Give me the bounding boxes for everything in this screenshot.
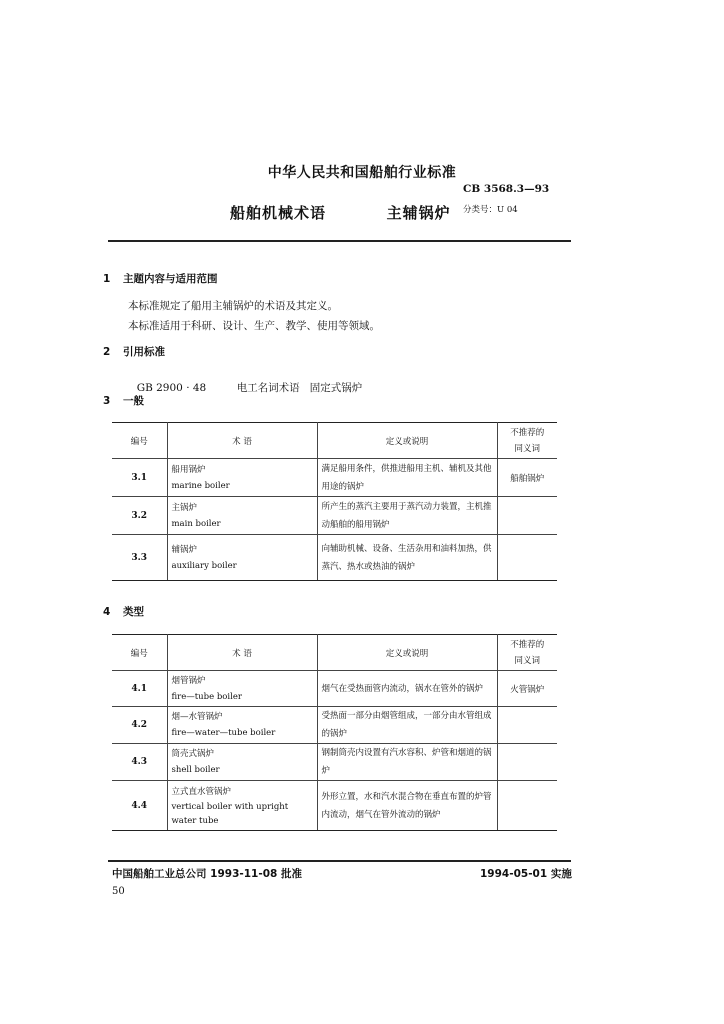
term-cell bbox=[167, 497, 317, 535]
header-rule bbox=[108, 240, 571, 242]
term-not-recommended bbox=[497, 707, 557, 744]
header-term: 术 语 bbox=[167, 635, 317, 671]
term-cell bbox=[167, 744, 317, 781]
classification-number: 分类号：U 04 bbox=[463, 205, 518, 215]
section-3-heading bbox=[103, 393, 144, 408]
table-row bbox=[112, 744, 557, 781]
term-number: 3.1 bbox=[112, 459, 167, 497]
page-number: 50 bbox=[112, 886, 125, 897]
term-chinese: 立式直水管锅炉 bbox=[171, 786, 232, 797]
table-header-row bbox=[112, 635, 557, 671]
term-cell bbox=[167, 459, 317, 497]
header-number: 编号 bbox=[112, 423, 167, 459]
term-not-recommended: 船舶锅炉 bbox=[497, 459, 557, 497]
implementation-date: 1994-05-01 实施 bbox=[480, 868, 572, 880]
term-number: 3.3 bbox=[112, 535, 167, 581]
term-cell bbox=[167, 707, 317, 744]
header-number: 编号 bbox=[112, 635, 167, 671]
term-chinese: 筒壳式锅炉 bbox=[171, 749, 215, 759]
term-english: auxiliary boiler bbox=[171, 560, 237, 571]
term-definition: 烟气在受热面管内流动，锅水在管外的锅炉 bbox=[317, 671, 497, 707]
table-row bbox=[112, 707, 557, 744]
term-english: fire—tube boiler bbox=[171, 691, 242, 702]
term-english: vertical boiler with upright water tube bbox=[171, 801, 289, 826]
section-title: 类型 bbox=[123, 606, 144, 618]
term-cell bbox=[167, 535, 317, 581]
term-cell bbox=[167, 671, 317, 707]
terms-table-types bbox=[112, 634, 557, 831]
section-number: 4 bbox=[103, 606, 111, 618]
section-number: 3 bbox=[103, 395, 111, 407]
term-number: 4.1 bbox=[112, 671, 167, 707]
term-definition: 所产生的蒸汽主要用于蒸汽动力装置，主机推动船舶的船用锅炉 bbox=[317, 497, 497, 535]
term-english: marine boiler bbox=[171, 480, 230, 491]
section-4-heading bbox=[103, 604, 144, 619]
header-term: 术 语 bbox=[167, 423, 317, 459]
term-number: 4.3 bbox=[112, 744, 167, 781]
header-definition: 定义或说明 bbox=[317, 635, 497, 671]
term-not-recommended: 火管锅炉 bbox=[497, 671, 557, 707]
table-header-row bbox=[112, 423, 557, 459]
reference-title: 电工名词术语 固定式锅炉 bbox=[236, 382, 363, 394]
terms-table-general bbox=[112, 422, 557, 581]
footer-rule bbox=[108, 860, 571, 862]
term-english: main boiler bbox=[171, 518, 221, 529]
standard-code: CB 3568.3—93 bbox=[463, 183, 550, 195]
section-1-paragraph-1: 本标准规定了船用主辅锅炉的术语及其定义。 bbox=[128, 300, 338, 312]
reference-code: GB 2900 · 48 bbox=[136, 382, 207, 394]
term-not-recommended bbox=[497, 744, 557, 781]
term-english: shell boiler bbox=[171, 765, 220, 775]
term-number: 4.4 bbox=[112, 781, 167, 831]
term-cell bbox=[167, 781, 317, 831]
table-row bbox=[112, 781, 557, 831]
document-title: 船舶机械术语 主辅锅炉 bbox=[230, 204, 451, 222]
term-chinese: 船用锅炉 bbox=[171, 464, 206, 475]
approval-line: 中国船舶工业总公司 1993-11-08 批准 bbox=[112, 868, 302, 880]
section-title: 主题内容与适用范围 bbox=[123, 273, 218, 285]
term-chinese: 主锅炉 bbox=[171, 502, 198, 513]
term-definition: 向辅助机械、设备、生活杂用和油料加热，供蒸汽、热水或热油的锅炉 bbox=[317, 535, 497, 581]
term-definition: 钢制筒壳内设置有汽水容积、炉管和烟道的锅炉 bbox=[317, 744, 497, 781]
section-2-heading bbox=[103, 344, 165, 359]
term-definition: 外形立置，水和汽水混合物在垂直布置的炉管内流动，烟气在管外流动的锅炉 bbox=[317, 781, 497, 831]
term-not-recommended bbox=[497, 497, 557, 535]
section-number: 1 bbox=[103, 273, 111, 285]
section-title: 一般 bbox=[123, 395, 144, 407]
section-number: 2 bbox=[103, 346, 111, 358]
term-not-recommended bbox=[497, 781, 557, 831]
table-row bbox=[112, 671, 557, 707]
section-title: 引用标准 bbox=[123, 346, 165, 358]
term-definition: 满足船用条件，供推进船用主机、辅机及其他用途的锅炉 bbox=[317, 459, 497, 497]
term-chinese: 烟—水管锅炉 bbox=[171, 712, 223, 722]
term-not-recommended bbox=[497, 535, 557, 581]
term-number: 3.2 bbox=[112, 497, 167, 535]
header-not-recommended: 不推荐的 同义词 bbox=[497, 423, 557, 459]
section-1-heading bbox=[103, 271, 218, 286]
table-row bbox=[112, 535, 557, 581]
term-chinese: 辅锅炉 bbox=[171, 544, 198, 555]
header-not-recommended: 不推荐的 同义词 bbox=[497, 635, 557, 671]
header-definition: 定义或说明 bbox=[317, 423, 497, 459]
term-english: fire—water—tube boiler bbox=[171, 728, 276, 738]
table-row bbox=[112, 497, 557, 535]
table-row bbox=[112, 459, 557, 497]
term-chinese: 烟管锅炉 bbox=[171, 675, 206, 686]
section-1-paragraph-2: 本标准适用于科研、设计、生产、教学、使用等领域。 bbox=[128, 320, 380, 332]
reference-standard bbox=[130, 368, 362, 395]
term-definition: 受热面一部分由烟管组成，一部分由水管组成的锅炉 bbox=[317, 707, 497, 744]
term-number: 4.2 bbox=[112, 707, 167, 744]
standard-org-title: 中华人民共和国船舶行业标准 bbox=[267, 165, 457, 181]
